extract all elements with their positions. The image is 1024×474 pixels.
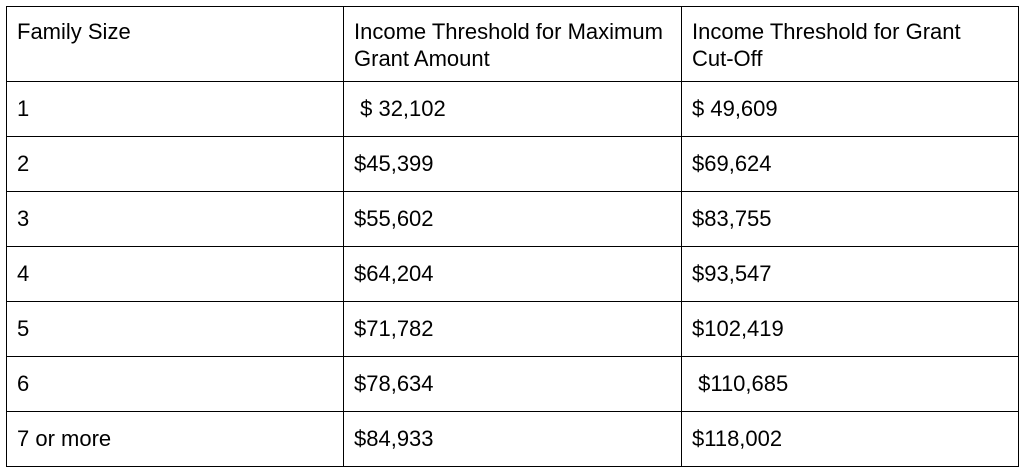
table-row xyxy=(7,82,1019,137)
max-grant-cell: $71,782 xyxy=(344,302,682,357)
cutoff-cell: $118,002 xyxy=(682,412,1019,467)
cutoff-cell: $93,547 xyxy=(682,247,1019,302)
max-grant-cell: $ 32,102 xyxy=(344,82,682,137)
header-grant-cutoff-threshold: Income Threshold for Grant Cut-Off xyxy=(682,7,1019,82)
table-row xyxy=(7,302,1019,357)
cutoff-cell: $110,685 xyxy=(682,357,1019,412)
table-row xyxy=(7,247,1019,302)
max-grant-cell: $45,399 xyxy=(344,137,682,192)
table-row xyxy=(7,357,1019,412)
table-row xyxy=(7,412,1019,467)
max-grant-cell: $55,602 xyxy=(344,192,682,247)
family-size-cell: 6 xyxy=(7,357,344,412)
family-size-cell: 4 xyxy=(7,247,344,302)
cutoff-cell: $ 49,609 xyxy=(682,82,1019,137)
family-size-cell: 2 xyxy=(7,137,344,192)
cutoff-cell: $102,419 xyxy=(682,302,1019,357)
family-size-cell: 5 xyxy=(7,302,344,357)
cutoff-cell: $69,624 xyxy=(682,137,1019,192)
table-header-row xyxy=(7,7,1019,82)
cutoff-cell: $83,755 xyxy=(682,192,1019,247)
table-row xyxy=(7,137,1019,192)
table-row xyxy=(7,192,1019,247)
income-threshold-table xyxy=(6,6,1019,467)
max-grant-cell: $78,634 xyxy=(344,357,682,412)
max-grant-cell: $84,933 xyxy=(344,412,682,467)
family-size-cell: 1 xyxy=(7,82,344,137)
header-max-grant-threshold: Income Threshold for Maximum Grant Amount xyxy=(344,7,682,82)
max-grant-cell: $64,204 xyxy=(344,247,682,302)
family-size-cell: 3 xyxy=(7,192,344,247)
family-size-cell: 7 or more xyxy=(7,412,344,467)
header-family-size: Family Size xyxy=(7,7,344,82)
